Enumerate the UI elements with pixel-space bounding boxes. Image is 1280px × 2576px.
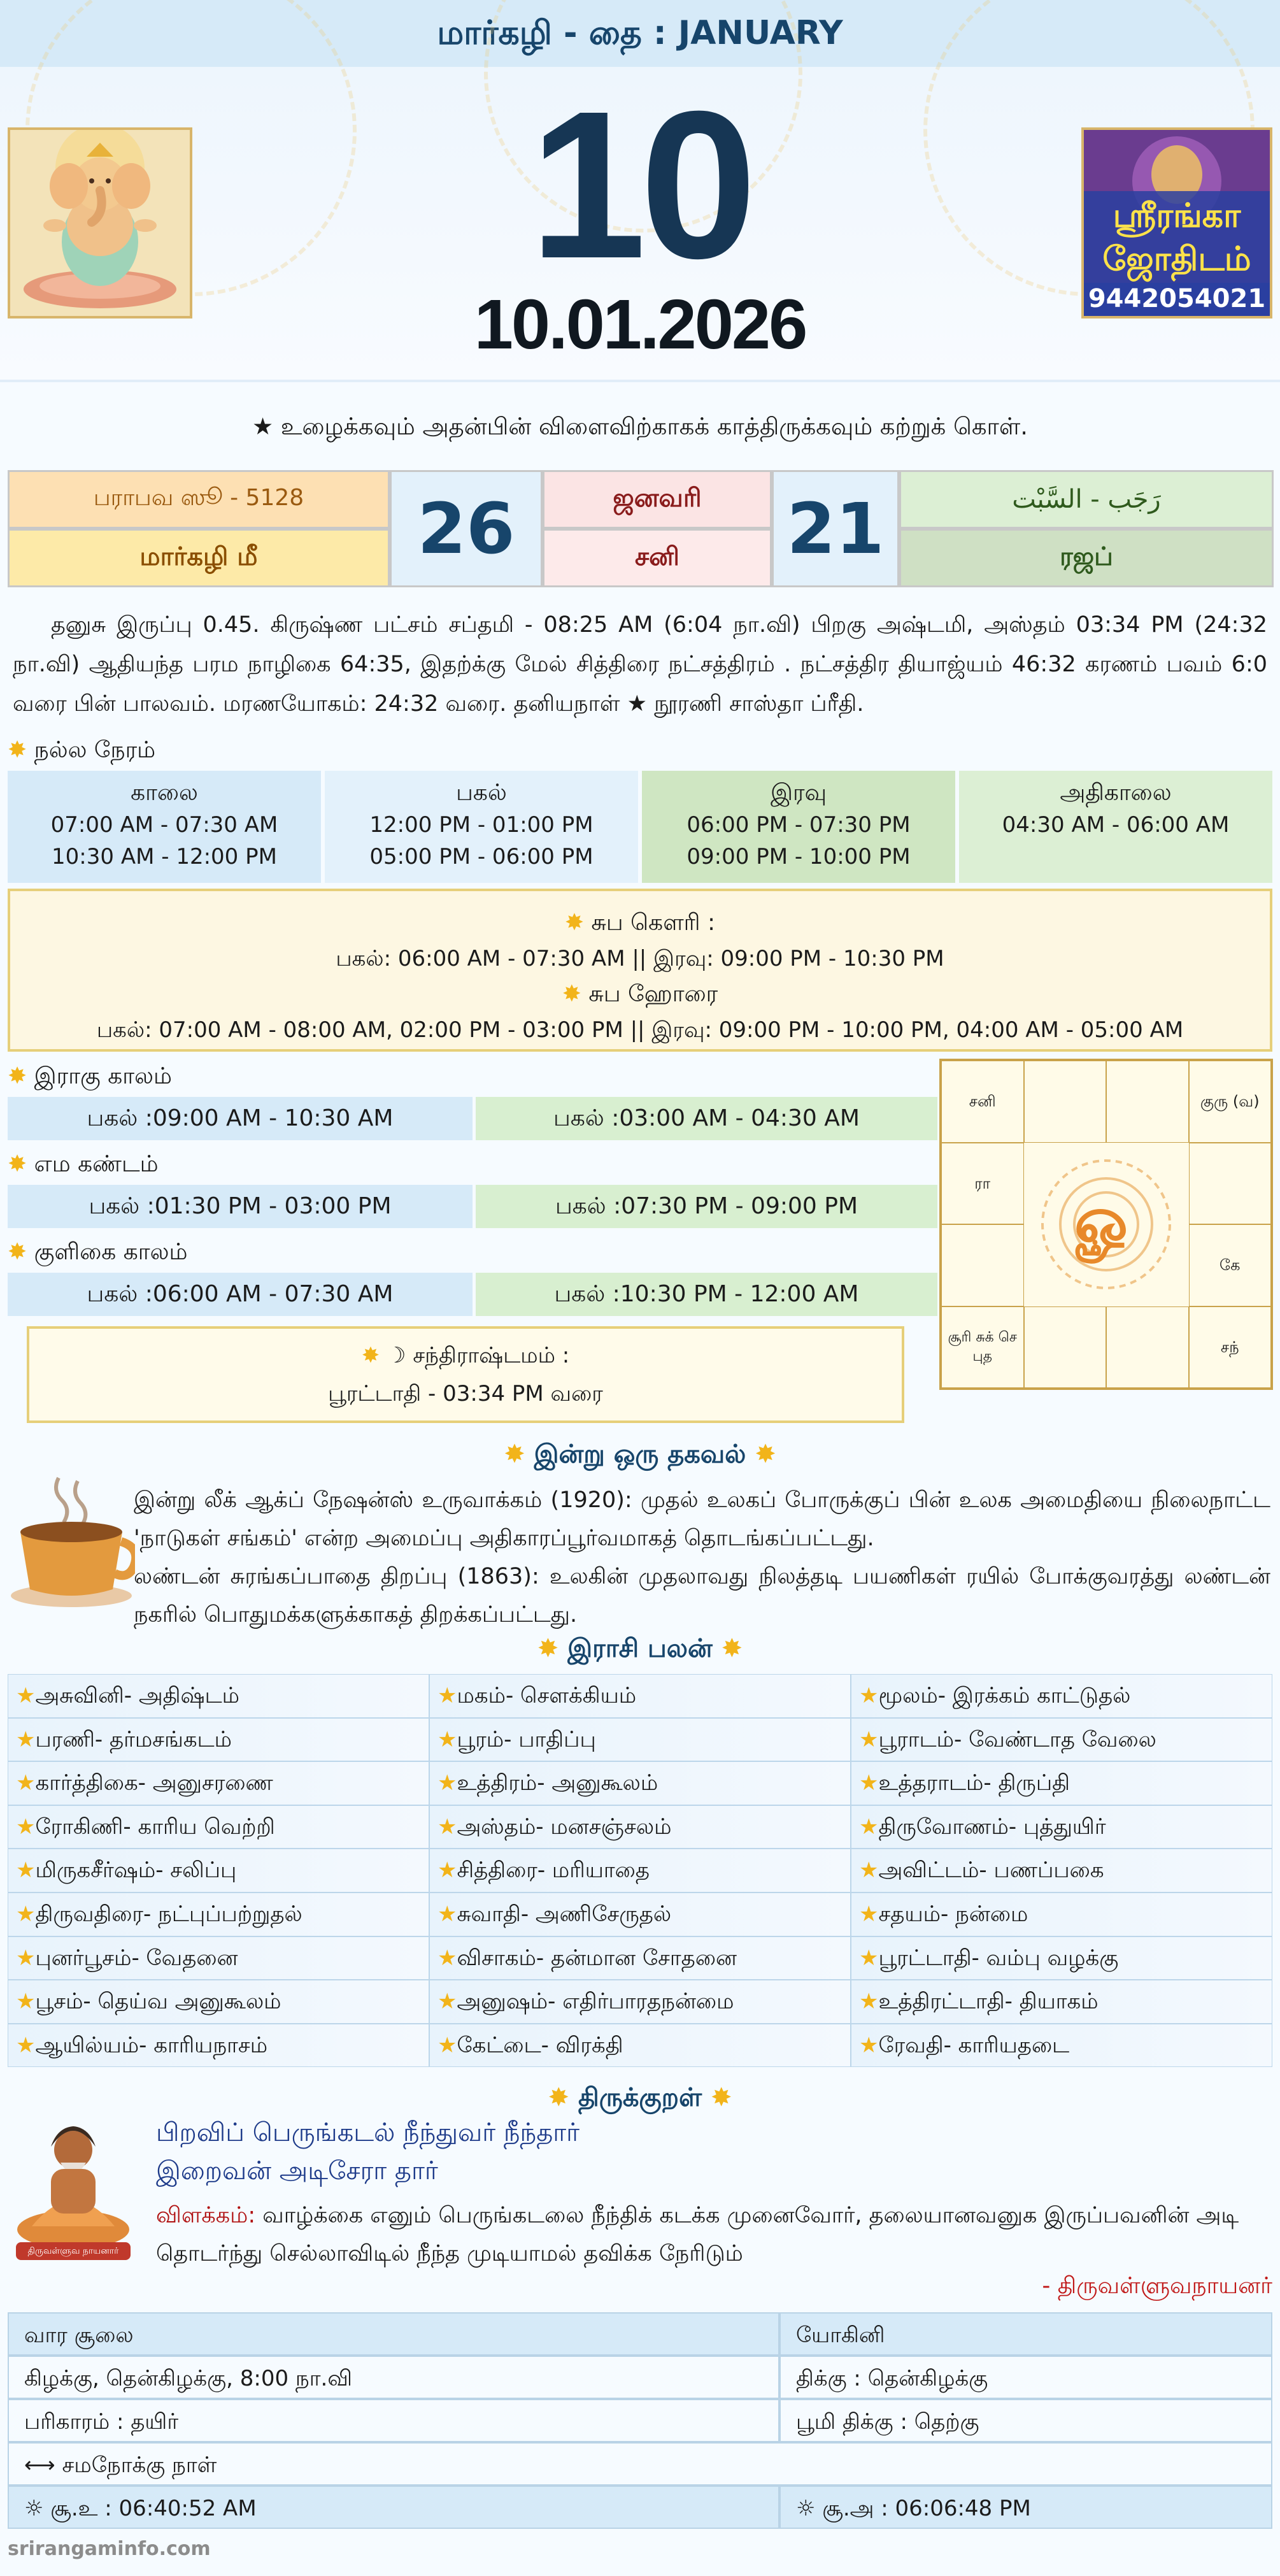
nalla-neram-heading: ✸ நல்ல நேரம்: [8, 737, 156, 763]
table-row: [8, 2399, 1272, 2442]
nalla-neram-night: இரவு 06:00 PM - 07:30 PM 09:00 PM - 10:00 PM: [642, 771, 955, 883]
chart-cell-9: [1024, 1306, 1107, 1389]
list-item: ★விசாகம்- தன்மான சோதனை: [429, 1936, 851, 1980]
list-item: ★பூசம்- தெய்வ அனுகூலம்: [8, 1980, 429, 2024]
soolam-value: கிழக்கு, தென்கிழக்கு, 8:00 நா.வி: [8, 2356, 779, 2399]
list-item: ★அசுவினி- அதிஷ்டம்: [8, 1674, 429, 1718]
logo-line2: ஜோதிடம்: [1102, 240, 1251, 278]
logo-line1: ஸ்ரீரங்கா: [1113, 197, 1241, 235]
list-item: ★சித்திரை- மரியாதை: [429, 1849, 851, 1893]
table-row: [8, 2356, 1272, 2399]
list-item: ★மூலம்- இரக்கம் காட்டுதல்: [851, 1674, 1272, 1718]
ema-kandam-b: பகல் :07:30 PM - 09:00 PM: [476, 1185, 937, 1228]
kural-author: - திருவள்ளுவநாயனர்: [1042, 2273, 1272, 2299]
kuligai-row: [8, 1273, 937, 1316]
kural-line-1: பிறவிப் பெருங்கடல் நீந்துவர் நீந்தார்: [156, 2118, 580, 2147]
hijri-arabic: رَجَب - السَّبْت: [899, 470, 1274, 529]
kuligai-a: பகல் :06:00 AM - 07:30 AM: [8, 1273, 473, 1316]
list-item: ★உத்திரம்- அனுகூலம்: [429, 1761, 851, 1805]
valluvar-badge: திருவள்ளுவ நாயனார்: [27, 2246, 119, 2256]
kural-explanation: [156, 2196, 1270, 2273]
list-item: ★உத்திரட்டாதி- தியாகம்: [851, 1980, 1272, 2024]
list-item: ★கேட்டை- விரக்தி: [429, 2024, 851, 2068]
ema-kandam-row: [8, 1185, 937, 1228]
list-item: ★திருவதிரை- நட்புப்பற்றுதல்: [8, 1893, 429, 1936]
day-number: 10: [529, 67, 751, 302]
chart-cell-11: சந்: [1189, 1306, 1272, 1389]
rasi-palan-table: [8, 1674, 1272, 2068]
chart-cell-4: ரா: [941, 1143, 1024, 1225]
hijri-month: ரஜப்: [899, 529, 1274, 587]
list-item: ★பூராடம்- வேண்டாத வேலை: [851, 1718, 1272, 1762]
soolam-head: வார சூலை: [8, 2312, 779, 2356]
rahu-kalam-row: [8, 1097, 937, 1140]
chart-cell-6: [941, 1224, 1024, 1306]
english-month: ஜனவரி: [543, 470, 772, 529]
tamil-year: பராபவ ஸூ - 5128: [8, 470, 390, 529]
hora-heading: ✸ சுப ஹோரை: [562, 981, 718, 1007]
kuligai-heading: ✸ குளிகை காலம்: [8, 1239, 188, 1265]
srirangam-jothidam-logo: [1081, 127, 1272, 318]
rasi-palan-col-3: [851, 1674, 1272, 2068]
gowri-heading: ✸ சுப கௌரி :: [564, 910, 716, 936]
rahu-kalam-b: பகல் :03:00 AM - 04:30 AM: [476, 1097, 937, 1140]
list-item: ★உத்தராடம்- திருப்தி: [851, 1761, 1272, 1805]
gowri-text: பகல்: 06:00 AM - 07:30 AM || இரவு: 09:00 PM - 10:30 PM: [336, 946, 944, 971]
samanokku-day: ⟷ சமநோக்கு நாள்: [8, 2442, 1272, 2486]
rahu-kalam-heading: ✸ இராகு காலம்: [8, 1063, 172, 1089]
chandrashtamam-box: [27, 1326, 904, 1423]
full-date: 10.01.2026: [474, 285, 806, 364]
ganesha-image: [8, 127, 192, 318]
footer-site[interactable]: srirangaminfo.com: [8, 2538, 211, 2560]
tamil-month: மார்கழி மீ: [8, 529, 390, 587]
chart-cell-2: [1106, 1061, 1189, 1143]
chart-cell-3: குரு (வ): [1189, 1061, 1272, 1143]
hora-text: பகல்: 07:00 AM - 08:00 AM, 02:00 PM - 03:00 PM || இரவு: 09:00 PM - 10:00 PM, 04:00 AM - 05:00 AM: [96, 1017, 1184, 1043]
parikaram: பரிகாரம் : தயிர்: [8, 2399, 779, 2442]
list-item: ★புனர்பூசம்- வேதனை: [8, 1936, 429, 1980]
list-item: ★பரணி- தர்மசங்கடம்: [8, 1718, 429, 1762]
list-item: ★அஸ்தம்- மனசஞ்சலம்: [429, 1805, 851, 1849]
list-item: ★ரேவதி- காரியதடை: [851, 2024, 1272, 2068]
table-row: [8, 2486, 1272, 2529]
chart-cell-7: கே: [1189, 1224, 1272, 1306]
kural-explanation-text: வாழ்க்கை எனும் பெருங்கடலை நீந்திக் கடக்க முனைவோர், தலையானவனுக இருப்பவனின் அடி தொடர்ந்து செல்லாவிடில் நீந்த முடியாமல் தவிக்க நேரிடும்: [156, 2203, 1239, 2266]
kural-explanation-label: விளக்கம்:: [156, 2203, 256, 2228]
chart-cell-10: [1106, 1306, 1189, 1389]
logo-phone: 9442054021: [1088, 284, 1266, 313]
kural-heading: ✸ திருக்குறள் ✸: [548, 2083, 732, 2112]
list-item: ★சுவாதி- அணிசேருதல்: [429, 1893, 851, 1936]
list-item: ★ஆயில்யம்- காரியநாசம்: [8, 2024, 429, 2068]
list-item: ★அவிட்டம்- பணப்பகை: [851, 1849, 1272, 1893]
chandrashtamam-text: பூரட்டாதி - 03:34 PM வரை: [328, 1381, 603, 1406]
list-item: ★திருவோணம்- புத்துயிர்: [851, 1805, 1272, 1849]
bhoomi-direction: பூமி திக்கு : தெற்கு: [779, 2399, 1272, 2442]
ema-kandam-a: பகல் :01:30 PM - 03:00 PM: [8, 1185, 473, 1228]
list-item: ★மகம்- சௌக்கியம்: [429, 1674, 851, 1718]
tea-cup-icon: [8, 1465, 135, 1612]
ema-kandam-heading: ✸ எம கண்டம்: [8, 1151, 159, 1177]
nalla-neram-day: பகல் 12:00 PM - 01:00 PM 05:00 PM - 06:00 PM: [325, 771, 638, 883]
rasi-chart: [939, 1059, 1273, 1390]
month-header: மார்கழி - தை : JANUARY: [0, 0, 1280, 67]
nalla-neram-table: [8, 771, 1272, 883]
rasi-palan-col-1: [8, 1674, 429, 2068]
list-item: ★அனுஷம்- எதிர்பாரதநன்மை: [429, 1980, 851, 2024]
chart-cell-5: [1189, 1143, 1272, 1225]
calendar-strip: [8, 470, 1274, 590]
rahu-kalam-a: பகல் :09:00 AM - 10:30 AM: [8, 1097, 473, 1140]
chandrashtamam-heading: ✸ ☽ சந்திராஷ்டமம் :: [361, 1343, 570, 1368]
weekday: சனி: [543, 529, 772, 587]
info-paragraph-1: இன்று லீக் ஆக்ப் நேஷன்ஸ் உருவாக்கம் (1920): முதல் உலகப் போருக்குப் பின் உலக அமைதியை நிலைநாட்ட 'நாடுகள் சங்கம்' என்ற அமைப்பு அதிகாரப்பூர்வமாகத் தொடங்கப்பட்டது.: [134, 1487, 1270, 1551]
star-icon: ✸: [8, 737, 27, 763]
om-icon: ௐ: [1024, 1143, 1189, 1306]
list-item: ★பூரட்டாதி- வம்பு வழக்கு: [851, 1936, 1272, 1980]
nalla-neram-dawn: அதிகாலை 04:30 AM - 06:00 AM: [959, 771, 1272, 883]
info-heading: ✸ இன்று ஒரு தகவல் ✸: [504, 1440, 776, 1469]
table-row: [8, 2442, 1272, 2486]
list-item: ★மிருகசீர்ஷம்- சலிப்பு: [8, 1849, 429, 1893]
list-item: ★பூரம்- பாதிப்பு: [429, 1718, 851, 1762]
kural-line-2: இறைவன் அடிசேரா தார்: [156, 2156, 438, 2186]
hijri-date: 21: [772, 470, 899, 587]
nalla-neram-morning: காலை 07:00 AM - 07:30 AM 10:30 AM - 12:00 PM: [8, 771, 321, 883]
sunrise: ☼ சூ.உ : 06:40:52 AM: [8, 2486, 779, 2529]
rasi-palan-heading: ✸ இராசி பலன் ✸: [537, 1634, 743, 1663]
yogini-value: திக்கு : தென்கிழக்கு: [779, 2356, 1272, 2399]
sunset: ☼ சூ.அ : 06:06:48 PM: [779, 2486, 1272, 2529]
daily-quote: ★ உழைக்கவும் அதன்பின் விளைவிற்காகக் காத்திருக்கவும் கற்றுக் கொள்.: [252, 413, 1028, 440]
yogini-head: யோகினி: [779, 2312, 1272, 2356]
info-paragraph-2: லண்டன் சுரங்கப்பாதை திறப்பு (1863): உலகின் முதலாவது நிலத்தடி பயணிகள் ரயில் போக்குவரத்து லண்டன் நகரில் பொதுமக்களுக்காகத் திறக்கப்பட்டது.: [134, 1564, 1270, 1628]
chart-cell-1: [1024, 1061, 1107, 1143]
tamil-date: 26: [390, 470, 543, 587]
chart-cell-8: சூரி சுக் செ புத: [941, 1306, 1024, 1389]
rasi-palan-col-2: [429, 1674, 851, 2068]
table-row: [8, 2312, 1272, 2356]
list-item: ★சதயம்- நன்மை: [851, 1893, 1272, 1936]
valluvar-image: [13, 2115, 134, 2261]
list-item: ★ரோகிணி- காரிய வெற்றி: [8, 1805, 429, 1849]
kuligai-b: பகல் :10:30 PM - 12:00 AM: [476, 1273, 937, 1316]
list-item: ★கார்த்திகை- அனுசரணை: [8, 1761, 429, 1805]
chart-cell-0: சனி: [941, 1061, 1024, 1143]
info-body: [134, 1481, 1270, 1634]
panchang-details: தனுசு இருப்பு 0.45. கிருஷ்ண பட்சம் சப்தமி - 08:25 AM (6:04 நா.வி) பிறகு அஷ்டமி, அஸ்தம் 03:34 PM (24:32 நா.வி) ஆதியந்த பரம நாழிகை 64:35, இதற்க்கு மேல் சித்திரை நட்சத்திரம் . நட்சத்திர தியாஜ்யம் 46:32 கரணம் பவம் 6:0 வரை பின் பாலவம். மரணயோகம்: 24:32 வரை. தனியநாள் ★ நூரணி சாஸ்தா ப்ரீதி.: [13, 612, 1267, 717]
gowri-hora-box: [8, 889, 1272, 1052]
